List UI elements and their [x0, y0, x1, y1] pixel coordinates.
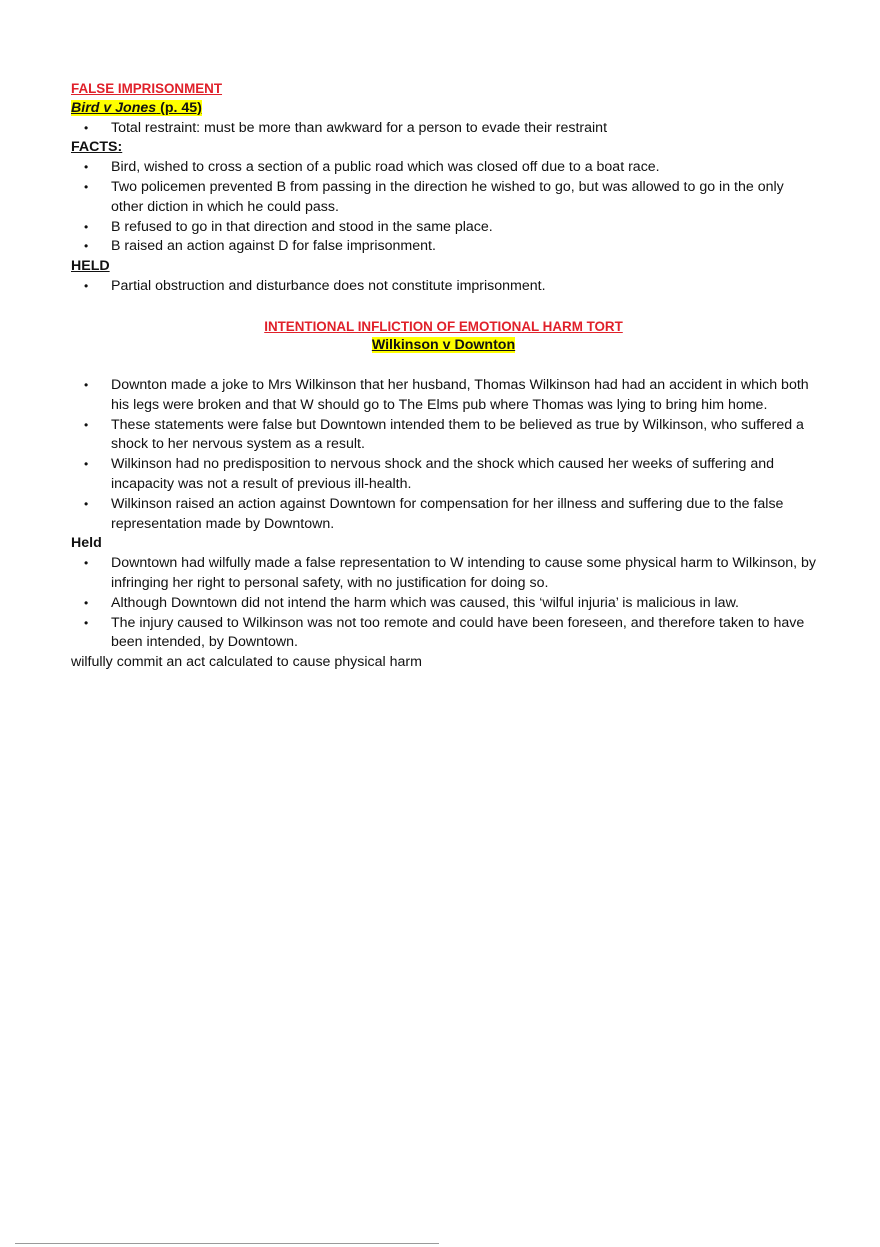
held-list	[71, 277, 816, 297]
held-label: Held	[71, 535, 102, 552]
facts-label: FACTS:	[71, 139, 123, 156]
bullet-icon: •	[84, 160, 89, 175]
list-item	[71, 119, 816, 139]
bullet-icon: •	[84, 278, 89, 293]
bullet-icon: •	[84, 239, 89, 254]
bullet-icon: •	[84, 595, 89, 610]
list-item	[71, 495, 816, 535]
held-text: Downtown had wilfully made a false representation to W intending to cause some physical harm to Wilkinson, by infringing her right to personal safety, with no justification for doing so.	[111, 555, 816, 591]
footer-divider	[15, 1243, 439, 1244]
case-title-bird-v-jones	[71, 99, 816, 119]
spacer	[71, 297, 816, 317]
facts-list	[71, 376, 816, 534]
facts-list	[71, 158, 816, 257]
case-highlight	[71, 100, 202, 116]
bullet-icon: •	[84, 615, 89, 630]
fact-text: Downton made a joke to Mrs Wilkinson that her husband, Thomas Wilkinson had had an accident in which both his legs were broken and that W should go to The Elms pub where Thomas was lying to bring him home.	[111, 376, 809, 413]
document-body	[71, 79, 816, 673]
fact-text: Wilkinson had no predisposition to nervous shock and the shock which caused her weeks of suffering and incapacity was not a result of previous ill-health.	[111, 456, 774, 492]
closing-note: wilfully commit an act calculated to cause physical harm	[71, 654, 422, 671]
list-item	[71, 158, 816, 178]
bullet-icon: •	[84, 377, 89, 392]
principle-text: Total restraint: must be more than awkward for a person to evade their restraint	[111, 119, 608, 136]
held-text: The injury caused to Wilkinson was not too remote and could have been foreseen, and therefore taken to have been intended, by Downtown.	[111, 614, 805, 651]
list-item	[71, 178, 816, 218]
held-text: Although Downtown did not intend the harm which was caused, this ‘wilful injuria’ is malicious in law.	[111, 594, 739, 611]
list-item	[71, 554, 816, 594]
list-item	[71, 218, 816, 238]
list-item	[71, 237, 816, 257]
list-item	[71, 455, 816, 495]
fact-text: B raised an action against D for false imprisonment.	[111, 238, 436, 255]
list-item	[71, 277, 816, 297]
fact-text: These statements were false but Downtown intended them to be believed as true by Wilkinson, who suffered a shock to her nervous system as a result.	[111, 416, 804, 453]
list-item	[71, 416, 816, 456]
list-item	[71, 594, 816, 614]
bullet-icon: •	[84, 496, 89, 511]
principle-list	[71, 119, 816, 139]
held-label: HELD	[71, 258, 110, 275]
bullet-icon: •	[84, 120, 89, 135]
case-highlight: Wilkinson v Downton	[371, 337, 516, 354]
fact-text: B refused to go in that direction and stood in the same place.	[111, 218, 493, 235]
fact-text: Wilkinson raised an action against Downtown for compensation for her illness and suffering due to the false representation made by Downtown.	[111, 495, 784, 532]
spacer	[71, 356, 816, 376]
bullet-icon: •	[84, 556, 89, 571]
section-heading-false-imprisonment: FALSE IMPRISONMENT	[71, 81, 223, 96]
held-text: Partial obstruction and disturbance does not constitute imprisonment.	[111, 277, 546, 294]
case-title-wilkinson-v-downton	[71, 336, 816, 356]
bullet-icon: •	[84, 179, 89, 194]
case-name: Bird v Jones	[71, 99, 157, 116]
section-heading-emotional-harm: INTENTIONAL INFLICTION OF EMOTIONAL HARM TORT	[264, 318, 623, 334]
case-reference: (p. 45)	[156, 99, 202, 116]
list-item	[71, 376, 816, 416]
held-list	[71, 554, 816, 653]
list-item	[71, 614, 816, 654]
fact-text: Bird, wished to cross a section of a public road which was closed off due to a boat race.	[111, 159, 660, 176]
bullet-icon: •	[84, 219, 89, 234]
fact-text: Two policemen prevented B from passing in the direction he wished to go, but was allowed to go in the only other diction in which he could pass.	[111, 178, 784, 215]
bullet-icon: •	[84, 417, 89, 432]
bullet-icon: •	[84, 457, 89, 472]
